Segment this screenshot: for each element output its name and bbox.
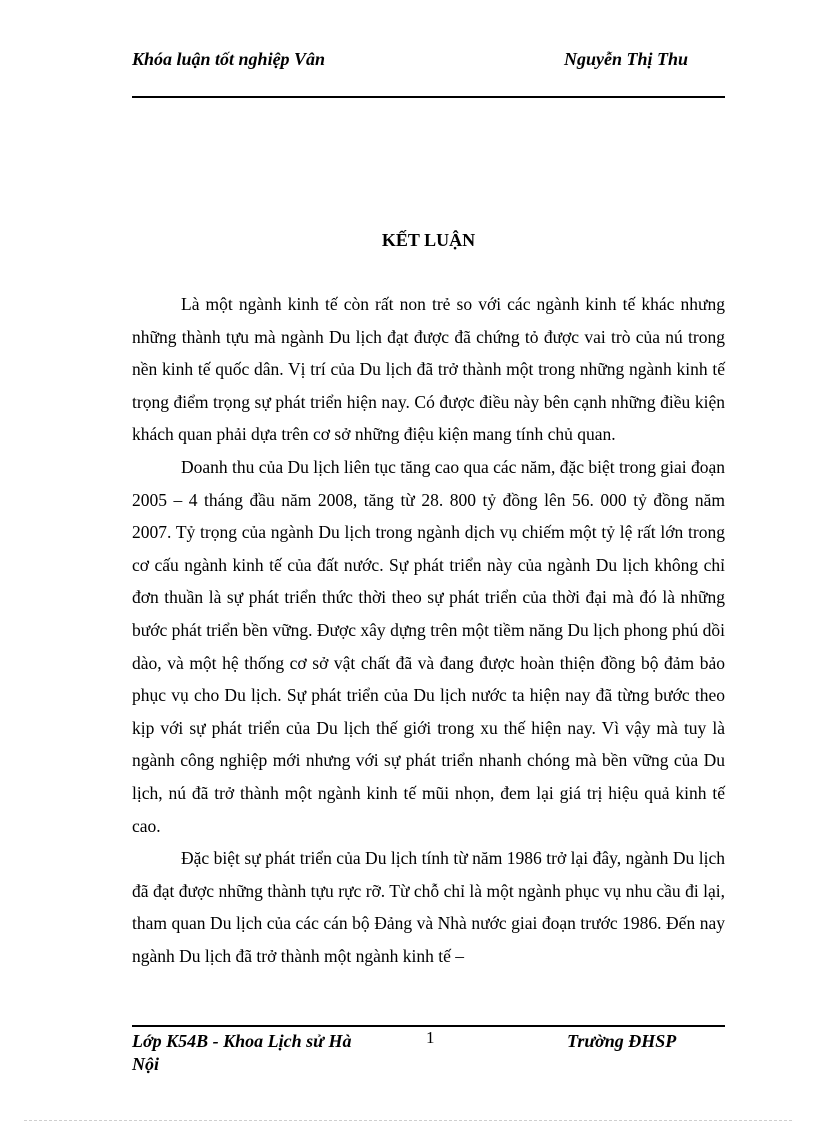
header-divider bbox=[132, 96, 725, 98]
section-title: KẾT LUẬN bbox=[381, 230, 476, 250]
paragraph-2: Doanh thu của Du lịch liên tục tăng cao qua các năm, đặc biệt trong giai đoạn 2005 – 4 tháng đầu năm 2008, tăng từ 28. 800 tỷ đồng lên 56. 000 tỷ đồng năm 2007. Tỷ trọng của ngành Du lịch trong ngành dịch vụ chiếm một tỷ lệ rất lớn trong cơ cấu ngành kinh tế của đất nước. Sự phát triển này của ngành Du lịch không chỉ đơn thuần là sự phát triển thức thời theo sự phát triển của thời đại mà đó là những bước phát triển bền vững. Được xây dựng trên một tiềm năng Du lịch phong phú dồi dào, và một hệ thống cơ sở vật chất đã và đang được hoàn thiện đồng bộ đảm bảo phục vụ cho Du lịch. Sự phát triển của Du lịch nước ta hiện nay đã từng bước theo kịp với sự phát triển của Du lịch thế giới trong xu thế hiện nay. Vì vậy mà tuy là ngành công nghiệp mới nhưng với sự phát triển nhanh chóng mà bền vững của Du lịch, nú đã trở thành một ngành kinh tế mũi nhọn, đem lại giá trị hiệu quả kinh tế cao. bbox=[132, 456, 725, 836]
body-text bbox=[132, 288, 725, 972]
page-header bbox=[132, 48, 725, 96]
header-thesis-label: Khóa luận tốt nghiệp Vân bbox=[132, 49, 326, 69]
footer-school-label: Trường ĐHSP bbox=[567, 1031, 677, 1051]
paragraph-1: Là một ngành kinh tế còn rất non trẻ so với các ngành kinh tế khác nhưng những thành tựu mà ngành Du lịch đạt được đã chứng tỏ được vai trò của nú trong nền kinh tế quốc dân. Vị trí của Du lịch đã trở thành một trong những ngành kinh tế trọng điểm trọng sự phát triển hiện nay. Có được điều này bên cạnh những điều kiện khách quan phải dựa trên cơ sở những điệu kiện mang tính chủ quan. bbox=[132, 294, 725, 445]
page-footer bbox=[132, 1030, 725, 1078]
header-author-name: Nguyễn Thị Thu bbox=[564, 49, 689, 69]
footer-divider bbox=[132, 1025, 725, 1027]
page-bottom-edge bbox=[24, 1120, 792, 1121]
paragraph-3: Đặc biệt sự phát triển của Du lịch tính từ năm 1986 trở lại đây, ngành Du lịch đã đạt được những thành tựu rực rỡ. Từ chỗ chỉ là một ngành phục vụ nhu cầu đi lại, tham quan Du lịch của các cán bộ Đảng và Nhà nước giai đoạn trước 1986. Đến nay ngành Du lịch đã trở thành một ngành kinh tế – bbox=[132, 848, 725, 966]
page-number: 1 bbox=[426, 1028, 435, 1047]
footer-class-label: Lớp K54B - Khoa Lịch sử Hà Nội bbox=[132, 1031, 352, 1074]
